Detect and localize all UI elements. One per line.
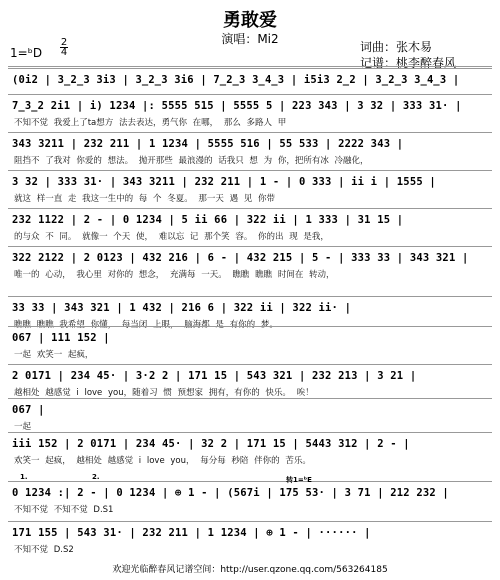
row-separator [8, 432, 492, 433]
row-separator [8, 326, 492, 327]
lyrics-row-7: 瞧瞧 瞧瞧 我希望 你懂， 每当闭 上眼， 脑海都 是 有你的 梦。 [14, 320, 278, 330]
notation-row-5: 232 1122 | 2 - | 0 1234 | 5 ii 66 | 322 ii | 1 333 | 31 15 | [12, 214, 404, 226]
notation-row-12: 0 1234 :| 2 - | 0 1234 | ⊕ 1 - | (567i | 175 53· | 3 71 | 212 232 | [12, 487, 449, 499]
lyrics-row-2: 不知不觉 我爱上了ta想方 法去表达，勇气你 在哪， 那么 多路人 甲 [14, 118, 287, 128]
lyrics-row-4: 就这 样一直 走 我这一生中的 每 个 冬夏。 那一天 遇 见 你带 [14, 194, 276, 204]
notation-row-2: 7̲3̲2 2i1 | i) 1234 |: 5555 515 | 5555 5 | 223 343 | 3 32 | 333 31· | [12, 100, 462, 112]
row-separator [8, 398, 492, 399]
composer-credit: 词曲：张木易 [360, 40, 433, 54]
time-top: 2 [60, 37, 68, 48]
lyrics-row-12: 不知不觉 不知不觉 D.S1 [14, 505, 114, 515]
notation-row-6: 322 2122 | 2 0123 | 432 216 | 6 - | 432 215 | 5 - | 333 33 | 343 321 | [12, 252, 469, 264]
time-bottom: 4 [60, 47, 68, 58]
row-separator [8, 208, 492, 209]
notation-row-7: 33 33 | 343 321 | 1 432 | 216 6 | 322 ii | 322 ii· | [12, 302, 352, 314]
lyrics-row-3: 阻挡不 了我对 你爱的 想法。 抛开那些 最浪漫的 话我只 想 为 你，把所有冰 冷融化， [14, 156, 369, 166]
lyrics-row-9: 越相处 越感觉 i love you，随着习 惯 预想家 拥有，有你的 快乐。 唉！ [14, 388, 314, 398]
notation-row-13: 171 155 | 543 31· | 232 211 | 1 1234 | ⊕ 1 - | ······ | [12, 527, 371, 539]
row-separator [8, 132, 492, 133]
ending-2-marker: 2. [92, 473, 100, 481]
row-separator [8, 296, 492, 297]
lyrics-row-11: 欢笑一 起疯， 越相处 越感觉 i love you， 每分每 秒陪 伴你的 苦乐。 [14, 456, 311, 466]
lyrics-row-5: 的与众 不 同。 就像一 个天 使， 难以忘 记 那个笑 容。 你的出 现 是我， [14, 232, 329, 242]
lyrics-row-10: 一起 [14, 422, 32, 432]
row-separator [8, 364, 492, 365]
row-separator [8, 481, 492, 482]
score-top-line [8, 66, 492, 67]
notation-row-11: iii 152 | 2 0171 | 234 45· | 32 2 | 171 15 | 5443 312 | 2 - | [12, 438, 410, 450]
transcriber-credit: 记谱：桃李醉春风 [360, 56, 457, 70]
notation-row-3: 343 3211 | 232 211 | 1 1234 | 5555 516 | 55 533 | 2222 343 | [12, 138, 404, 150]
key-change-marker: 转1=ᵇE [286, 476, 312, 484]
row-separator [8, 170, 492, 171]
lyrics-row-13: 不知不觉 D.S2 [14, 545, 74, 555]
row-separator [8, 68, 492, 69]
row-separator [8, 246, 492, 247]
key-signature: 1=ᵇD [10, 46, 43, 60]
notation-row-4: 3 32 | 333 31· | 343 3211 | 232 211 | 1 - | 0 333 | ii i | 1555 | [12, 176, 436, 188]
lyrics-row-6: 唯一的 心动， 我心里 对你的 想念， 充满每 一天。 瞧瞧 瞧瞧 时间在 转动， [14, 270, 335, 280]
notation-row-9: 2 0171 | 234 45· | 3·2 2 | 171 15 | 543 321 | 232 213 | 3 21 | [12, 370, 417, 382]
footer-text: 欢迎光临醉春风记谱空间：http://user.qzone.qq.com/563264185 [112, 565, 388, 575]
row-separator [8, 521, 492, 522]
notation-row-10: 067 | [12, 404, 45, 416]
lyrics-row-8: 一起 欢笑一 起疯， [14, 350, 94, 360]
performer-label: 演唱：Mi2 [221, 32, 279, 46]
notation-row-8: 067 | 111 152 | [12, 332, 110, 344]
ending-1-marker: 1. [20, 473, 28, 481]
notation-row-1: (0i2 | 3̲2̲3 3i3 | 3̲2̲3 3i6 | 7̲2̲3 3̲4̲3 | i5i3 2̲2 | 3̲2̲3 3̲4̲3 | [12, 74, 460, 86]
row-separator [8, 94, 492, 95]
time-signature [60, 38, 68, 57]
song-title: 勇敢爱 [223, 10, 277, 31]
